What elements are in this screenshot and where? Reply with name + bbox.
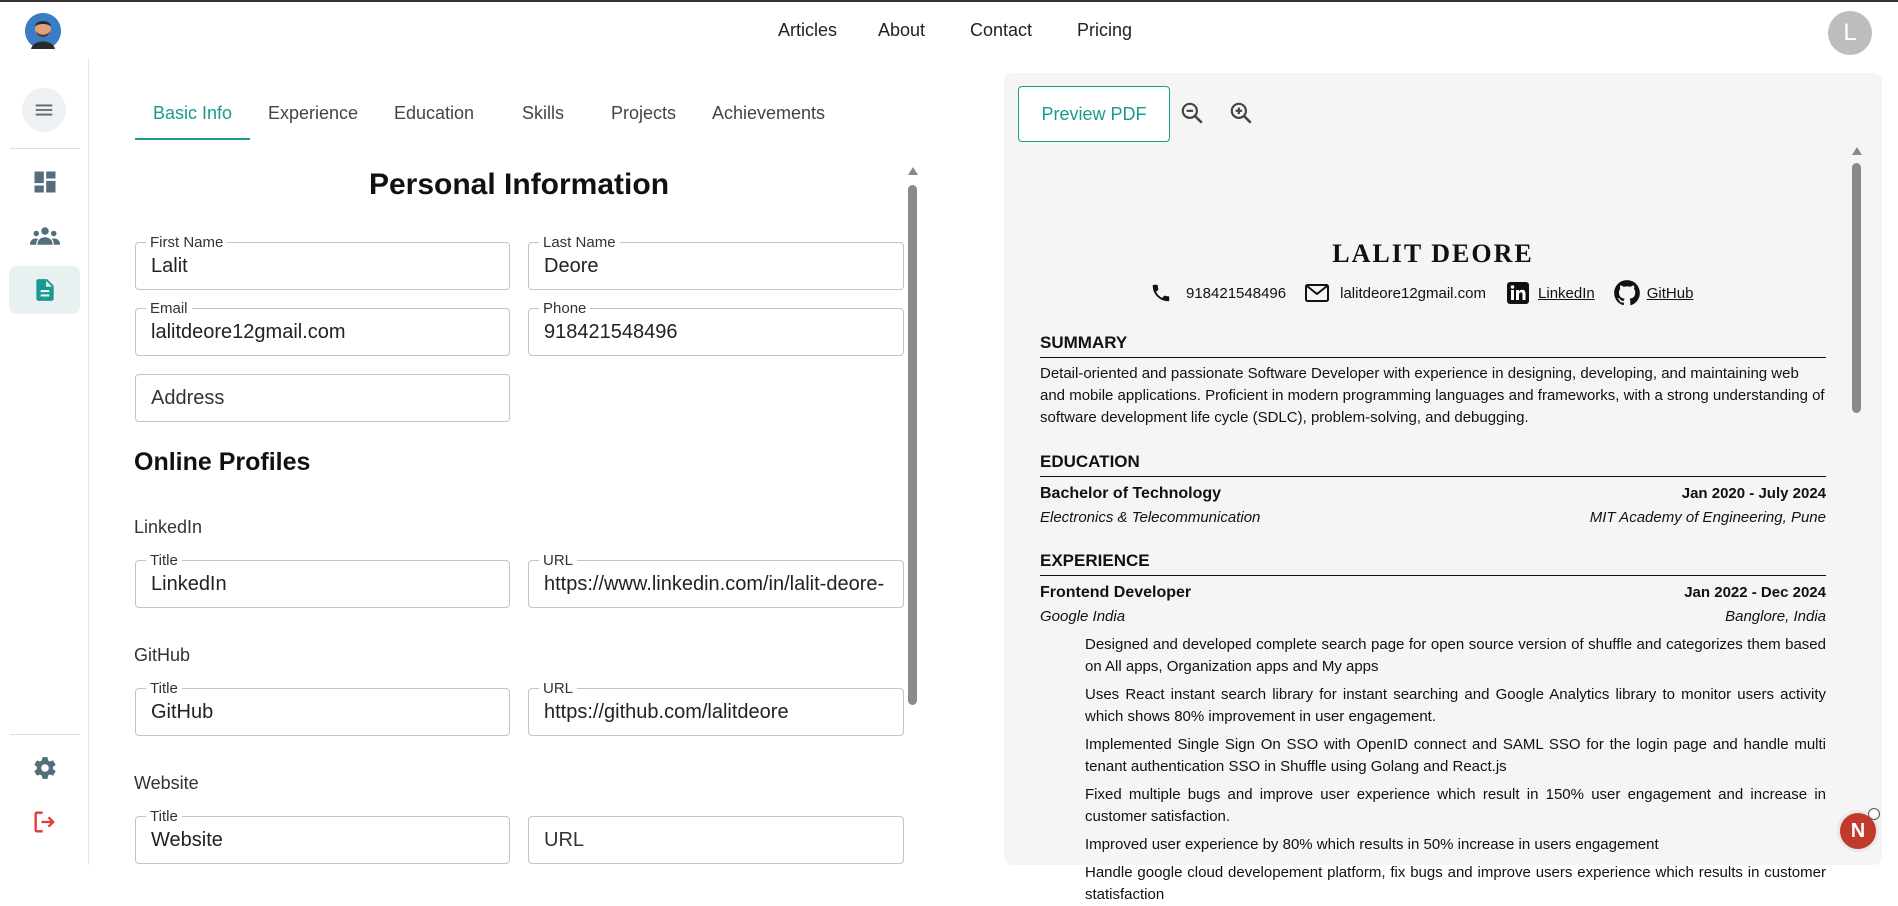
- resume-branch: Electronics & Telecommunication: [1040, 509, 1261, 526]
- scroll-up-arrow-icon[interactable]: [1852, 147, 1862, 155]
- section-title: Personal Information: [368, 168, 670, 201]
- dashboard-icon: [31, 168, 59, 196]
- github-url-field[interactable]: [528, 680, 904, 736]
- tab-skills[interactable]: Skills: [522, 103, 565, 123]
- top-navbar: [0, 2, 1898, 58]
- resume-company: Google India: [1040, 608, 1126, 625]
- github-title-field[interactable]: [135, 680, 510, 736]
- zoom-in-button[interactable]: [1228, 100, 1254, 126]
- github-icon: [1613, 279, 1641, 307]
- sidebar-divider: [10, 148, 80, 149]
- resume-bullet: Fixed multiple bugs and improve user experience which result in 150% user engagement and increase in customer satisfaction.: [1085, 786, 1826, 825]
- resume-education-heading: EDUCATION: [1040, 452, 1826, 477]
- scrollbar-thumb[interactable]: [1852, 163, 1861, 413]
- website-title-value: Website: [151, 829, 223, 851]
- resume-phone: 918421548496: [1186, 284, 1287, 302]
- linkedin-title-value: LinkedIn: [151, 573, 227, 595]
- resume-bullet: Handle google cloud developement platform, fix bugs and improve users experience which results in customer statisfaction: [1085, 864, 1826, 903]
- menu-toggle-button[interactable]: [22, 88, 66, 132]
- basic-info-form: [134, 160, 904, 865]
- notification-fab[interactable]: N: [1837, 810, 1879, 852]
- resume-summary-text: Detail-oriented and passionate Software Developer with experience in designing, developing, and maintaining web and mobile applications. Proficient in modern programming languages and frameworks, with a strong understanding of software development life cycle (SDLC), problem-solving, and debugging.: [1040, 365, 1825, 426]
- phone-label: Phone: [539, 300, 590, 317]
- people-icon: [30, 221, 60, 251]
- linkedin-title-label: Title: [146, 552, 182, 569]
- last-name-label: Last Name: [539, 234, 620, 251]
- notification-dot: [1868, 808, 1880, 820]
- tab-education[interactable]: Education: [394, 103, 475, 123]
- resume-degree: Bachelor of Technology: [1040, 485, 1222, 502]
- sidebar-item-logout[interactable]: [9, 798, 80, 846]
- resume-contact-row: [1150, 279, 1693, 307]
- tab-achievements[interactable]: Achievements: [712, 103, 826, 123]
- resume-bullet: Improved user experience by 80% which results in 50% increase in users engagement: [1085, 836, 1659, 853]
- preview-scrollbar[interactable]: [1852, 147, 1862, 412]
- menu-icon: [33, 99, 55, 121]
- phone-icon: [1150, 282, 1172, 304]
- resume-preview-panel: [1004, 73, 1882, 903]
- gear-icon: [32, 755, 58, 781]
- sidebar-item-resume[interactable]: [9, 266, 80, 314]
- tab-experience[interactable]: Experience: [268, 103, 359, 123]
- resume-linkedin-link[interactable]: LinkedIn: [1538, 284, 1595, 302]
- address-field[interactable]: [135, 374, 510, 422]
- website-url-field[interactable]: [528, 816, 904, 864]
- email-field[interactable]: [135, 300, 510, 356]
- nav-contact[interactable]: Contact: [970, 20, 1033, 40]
- nav-articles[interactable]: Articles: [778, 20, 838, 40]
- resume-bullet: Implemented Single Sign On SSO with OpenID connect and SAML SSO for the login page and handle multi tenant authentication SSO in Shuffle using Golang and React.js: [1085, 736, 1826, 775]
- logout-icon: [31, 808, 59, 836]
- linkedin-icon: [1506, 281, 1530, 305]
- website-title-label: Title: [146, 808, 182, 825]
- user-avatar[interactable]: L: [1828, 11, 1872, 55]
- github-title-value: GitHub: [151, 701, 214, 723]
- tab-projects[interactable]: Projects: [611, 103, 677, 123]
- preview-pdf-button[interactable]: Preview PDF: [1018, 86, 1170, 142]
- tab-basic-info[interactable]: Basic Info: [153, 103, 233, 123]
- resume-experience-heading: EXPERIENCE: [1040, 551, 1826, 576]
- logo-avatar[interactable]: [25, 13, 61, 49]
- online-profiles-title: Online Profiles: [134, 448, 311, 476]
- last-name-field[interactable]: [528, 234, 904, 290]
- github-url-value: https://github.com/lalitdeore: [544, 701, 789, 723]
- resume-email: lalitdeore12gmail.com: [1340, 284, 1487, 302]
- resume-document: [1040, 163, 1826, 903]
- resume-bullet: Designed and developed complete search page for open source version of shuffle and categorizes them based on All apps, Organization apps and My apps: [1085, 636, 1826, 675]
- linkedin-title-field[interactable]: [135, 552, 510, 608]
- sidebar-divider: [10, 734, 80, 735]
- linkedin-url-value: https://www.linkedin.com/in/lalit-deore-: [544, 573, 885, 595]
- github-url-label: URL: [539, 680, 577, 697]
- github-section-label: GitHub: [134, 645, 191, 665]
- sidebar: [0, 58, 89, 865]
- phone-value: 918421548496: [544, 321, 678, 343]
- resume-summary-heading: SUMMARY: [1040, 333, 1826, 358]
- first-name-field[interactable]: [135, 234, 510, 290]
- mail-icon: [1304, 282, 1330, 304]
- website-url-placeholder: URL: [544, 829, 585, 851]
- zoom-out-button[interactable]: [1179, 100, 1205, 126]
- resume-role: Frontend Developer: [1040, 584, 1192, 601]
- scroll-up-arrow-icon[interactable]: [908, 167, 918, 175]
- resume-name: LALIT DEORE: [1332, 239, 1534, 268]
- phone-field[interactable]: [528, 300, 904, 356]
- form-scrollbar[interactable]: [908, 167, 918, 705]
- website-title-field[interactable]: [135, 808, 510, 864]
- resume-college: MIT Academy of Engineering, Pune: [1589, 509, 1826, 526]
- active-tab-indicator: [135, 138, 250, 140]
- linkedin-url-label: URL: [539, 552, 577, 569]
- sidebar-item-dashboard[interactable]: [9, 158, 80, 206]
- sidebar-item-settings[interactable]: [9, 744, 80, 792]
- sidebar-item-people[interactable]: [9, 212, 80, 260]
- nav-pricing[interactable]: Pricing: [1077, 20, 1133, 40]
- resume-degree-dates: Jan 2020 - July 2024: [1681, 485, 1826, 502]
- linkedin-url-field[interactable]: [528, 552, 904, 608]
- website-section-label: Website: [134, 773, 199, 793]
- linkedin-section-label: LinkedIn: [134, 517, 203, 537]
- first-name-value: Lalit: [151, 255, 188, 277]
- resume-role-dates: Jan 2022 - Dec 2024: [1684, 584, 1826, 601]
- resume-github-link[interactable]: GitHub: [1646, 284, 1694, 302]
- nav-about[interactable]: About: [878, 20, 926, 40]
- email-label: Email: [146, 300, 192, 317]
- github-title-label: Title: [146, 680, 182, 697]
- resume-bullet: Uses React instant search library for instant searching and Google Analytics library to monitor users activity which shows 80% improvement in user engagement.: [1085, 686, 1826, 725]
- zoom-in-icon: [1228, 100, 1254, 126]
- zoom-out-icon: [1179, 100, 1205, 126]
- address-placeholder: Address: [151, 387, 225, 409]
- scrollbar-thumb[interactable]: [908, 185, 917, 705]
- document-icon: [32, 277, 58, 303]
- email-value: lalitdeore12gmail.com: [151, 321, 346, 343]
- first-name-label: First Name: [146, 234, 227, 251]
- last-name-value: Deore: [544, 255, 599, 277]
- resume-location: Banglore, India: [1725, 608, 1826, 625]
